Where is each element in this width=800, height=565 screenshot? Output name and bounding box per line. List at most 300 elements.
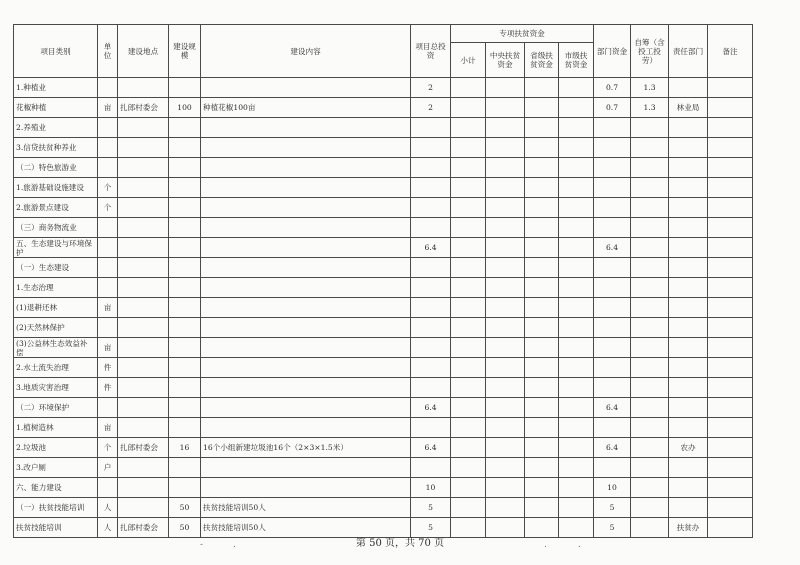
scale-cell <box>169 258 201 278</box>
self-raised-cell <box>631 498 669 518</box>
provincial-fund-cell <box>525 358 559 378</box>
responsible-cell <box>669 478 708 498</box>
remarks-cell <box>708 158 753 178</box>
responsible-cell <box>669 178 708 198</box>
category-cell: (3)公益林生态效益补偿 <box>14 338 98 358</box>
subtotal-cell <box>451 298 486 318</box>
subtotal-cell <box>451 218 486 238</box>
unit-cell <box>98 78 118 98</box>
unit-cell <box>98 118 118 138</box>
self-raised-cell <box>631 478 669 498</box>
content-cell <box>201 238 411 258</box>
scale-cell <box>169 178 201 198</box>
unit-cell <box>98 278 118 298</box>
municipal-fund-cell <box>559 158 594 178</box>
central-fund-cell <box>486 478 525 498</box>
remarks-cell <box>708 278 753 298</box>
municipal-fund-cell <box>559 78 594 98</box>
subtotal-cell <box>451 378 486 398</box>
content-cell <box>201 418 411 438</box>
subtotal-cell <box>451 278 486 298</box>
table-row <box>14 238 753 258</box>
category-cell: (2)天然林保护 <box>14 318 98 338</box>
responsible-cell <box>669 278 708 298</box>
self-raised-cell <box>631 138 669 158</box>
self-raised-cell <box>631 438 669 458</box>
municipal-fund-cell <box>559 298 594 318</box>
responsible-cell <box>669 138 708 158</box>
responsible-cell <box>669 378 708 398</box>
remarks-cell <box>708 458 753 478</box>
table-row <box>14 338 753 358</box>
responsible-cell <box>669 258 708 278</box>
dept-fund-cell: 0.7 <box>594 78 631 98</box>
municipal-fund-cell <box>559 338 594 358</box>
responsible-cell <box>669 458 708 478</box>
table-row <box>14 298 753 318</box>
self-raised-cell <box>631 318 669 338</box>
municipal-fund-cell <box>559 438 594 458</box>
self-raised-cell <box>631 338 669 358</box>
dept-fund-cell <box>594 258 631 278</box>
responsible-cell <box>669 198 708 218</box>
self-raised-cell <box>631 198 669 218</box>
dept-fund-cell <box>594 218 631 238</box>
remarks-cell <box>708 498 753 518</box>
location-cell: 扎郎村委会 <box>118 438 169 458</box>
table-row <box>14 378 753 398</box>
municipal-fund-cell <box>559 198 594 218</box>
scan-mark: - <box>200 540 204 550</box>
central-fund-cell <box>486 398 525 418</box>
dept-fund-cell <box>594 198 631 218</box>
content-cell <box>201 398 411 418</box>
dept-fund-cell <box>594 158 631 178</box>
location-cell <box>118 278 169 298</box>
self-raised-cell <box>631 278 669 298</box>
table-row <box>14 118 753 138</box>
municipal-fund-cell <box>559 258 594 278</box>
category-cell: 3.信贷扶贫种养业 <box>14 138 98 158</box>
central-fund-cell <box>486 218 525 238</box>
header-category: 项目类别 <box>14 25 98 78</box>
total-investment-cell <box>411 358 451 378</box>
central-fund-cell <box>486 458 525 478</box>
scale-cell <box>169 198 201 218</box>
total-investment-cell <box>411 338 451 358</box>
scale-cell <box>169 418 201 438</box>
category-cell: （二）环境保护 <box>14 398 98 418</box>
responsible-cell <box>669 298 708 318</box>
unit-cell: 个 <box>98 438 118 458</box>
remarks-cell <box>708 378 753 398</box>
subtotal-cell <box>451 158 486 178</box>
scale-cell <box>169 278 201 298</box>
category-cell: 2.旅游景点建设 <box>14 198 98 218</box>
category-cell: 1.植树造林 <box>14 418 98 438</box>
page-footer: 第 50 页，共 70 页 <box>355 538 445 549</box>
subtotal-cell <box>451 418 486 438</box>
location-cell <box>118 358 169 378</box>
municipal-fund-cell <box>559 278 594 298</box>
dept-fund-cell: 5 <box>594 498 631 518</box>
scale-cell <box>169 398 201 418</box>
header-provincial-fund: 省级扶贫资金 <box>525 43 559 78</box>
unit-cell: 户 <box>98 458 118 478</box>
provincial-fund-cell <box>525 478 559 498</box>
unit-cell: 个 <box>98 198 118 218</box>
dept-fund-cell <box>594 358 631 378</box>
header-special-fund: 专项扶贫资金 <box>451 25 594 43</box>
table-row <box>14 358 753 378</box>
self-raised-cell <box>631 378 669 398</box>
category-cell: (1)退耕还林 <box>14 298 98 318</box>
table-row <box>14 458 753 478</box>
table-row <box>14 98 753 118</box>
responsible-cell <box>669 218 708 238</box>
responsible-cell: 农办 <box>669 438 708 458</box>
remarks-cell <box>708 398 753 418</box>
dept-fund-cell <box>594 298 631 318</box>
remarks-cell <box>708 198 753 218</box>
category-cell: 花椒种植 <box>14 98 98 118</box>
remarks-cell <box>708 78 753 98</box>
content-cell <box>201 458 411 478</box>
total-investment-cell <box>411 138 451 158</box>
content-cell <box>201 278 411 298</box>
location-cell <box>118 298 169 318</box>
municipal-fund-cell <box>559 458 594 478</box>
category-cell: 3.地质灾害治理 <box>14 378 98 398</box>
table-row <box>14 318 753 338</box>
central-fund-cell <box>486 258 525 278</box>
total-investment-cell <box>411 118 451 138</box>
unit-cell <box>98 258 118 278</box>
header-content: 建设内容 <box>201 25 411 78</box>
scale-cell <box>169 338 201 358</box>
provincial-fund-cell <box>525 398 559 418</box>
responsible-cell: 扶贫办 <box>669 518 708 538</box>
header-dept-fund: 部门资金 <box>594 25 631 78</box>
subtotal-cell <box>451 498 486 518</box>
remarks-cell <box>708 358 753 378</box>
content-cell <box>201 298 411 318</box>
unit-cell <box>98 238 118 258</box>
municipal-fund-cell <box>559 358 594 378</box>
subtotal-cell <box>451 338 486 358</box>
table-row <box>14 498 753 518</box>
category-cell: 1.旅游基础设施建设 <box>14 178 98 198</box>
total-investment-cell: 6.4 <box>411 238 451 258</box>
table-row <box>14 158 753 178</box>
municipal-fund-cell <box>559 218 594 238</box>
responsible-cell <box>669 318 708 338</box>
provincial-fund-cell <box>525 378 559 398</box>
content-cell <box>201 158 411 178</box>
unit-cell <box>98 318 118 338</box>
unit-cell <box>98 398 118 418</box>
central-fund-cell <box>486 238 525 258</box>
central-fund-cell <box>486 418 525 438</box>
dept-fund-cell <box>594 138 631 158</box>
self-raised-cell <box>631 358 669 378</box>
total-investment-cell: 6.4 <box>411 398 451 418</box>
subtotal-cell <box>451 238 486 258</box>
location-cell: 扎郎村委会 <box>118 518 169 538</box>
subtotal-cell <box>451 398 486 418</box>
category-cell: （一）生态建设 <box>14 258 98 278</box>
content-cell <box>201 118 411 138</box>
unit-cell <box>98 478 118 498</box>
self-raised-cell <box>631 178 669 198</box>
subtotal-cell <box>451 458 486 478</box>
subtotal-cell <box>451 178 486 198</box>
municipal-fund-cell <box>559 418 594 438</box>
responsible-cell: 林业局 <box>669 98 708 118</box>
dept-fund-cell <box>594 278 631 298</box>
scale-cell: 100 <box>169 98 201 118</box>
unit-cell: 件 <box>98 378 118 398</box>
location-cell <box>118 258 169 278</box>
category-cell: 五、生态建设与环境保护 <box>14 238 98 258</box>
total-investment-cell <box>411 458 451 478</box>
table-row <box>14 278 753 298</box>
remarks-cell <box>708 438 753 458</box>
central-fund-cell <box>486 158 525 178</box>
subtotal-cell <box>451 118 486 138</box>
header-location: 建设地点 <box>118 25 169 78</box>
content-cell: 16个小组新建垃圾池16个（2×3×1.5米） <box>201 438 411 458</box>
dept-fund-cell <box>594 338 631 358</box>
location-cell <box>118 178 169 198</box>
total-investment-cell <box>411 298 451 318</box>
scale-cell <box>169 458 201 478</box>
table-row <box>14 218 753 238</box>
municipal-fund-cell <box>559 138 594 158</box>
table-row <box>14 258 753 278</box>
location-cell <box>118 338 169 358</box>
total-investment-cell <box>411 178 451 198</box>
self-raised-cell <box>631 238 669 258</box>
scale-cell: 50 <box>169 498 201 518</box>
header-central-fund: 中央扶贫资金 <box>486 43 525 78</box>
header-total-investment: 项目总投资 <box>411 25 451 78</box>
unit-cell: 亩 <box>98 298 118 318</box>
total-investment-cell: 5 <box>411 518 451 538</box>
content-cell: 扶贫技能培训50人 <box>201 498 411 518</box>
table-row <box>14 78 753 98</box>
provincial-fund-cell <box>525 438 559 458</box>
responsible-cell <box>669 238 708 258</box>
table-row <box>14 418 753 438</box>
remarks-cell <box>708 238 753 258</box>
unit-cell: 件 <box>98 358 118 378</box>
provincial-fund-cell <box>525 78 559 98</box>
scale-cell <box>169 118 201 138</box>
total-investment-cell <box>411 318 451 338</box>
provincial-fund-cell <box>525 118 559 138</box>
dept-fund-cell: 6.4 <box>594 438 631 458</box>
scale-cell <box>169 218 201 238</box>
scale-cell <box>169 138 201 158</box>
scale-cell: 16 <box>169 438 201 458</box>
category-cell: 2.垃圾池 <box>14 438 98 458</box>
provincial-fund-cell <box>525 418 559 438</box>
total-investment-cell: 2 <box>411 98 451 118</box>
municipal-fund-cell <box>559 98 594 118</box>
scale-cell <box>169 78 201 98</box>
municipal-fund-cell <box>559 478 594 498</box>
municipal-fund-cell <box>559 498 594 518</box>
unit-cell: 亩 <box>98 418 118 438</box>
responsible-cell <box>669 78 708 98</box>
subtotal-cell <box>451 318 486 338</box>
dept-fund-cell <box>594 458 631 478</box>
table-row <box>14 438 753 458</box>
content-cell <box>201 378 411 398</box>
scale-cell <box>169 238 201 258</box>
subtotal-cell <box>451 78 486 98</box>
content-cell: 种植花椒100亩 <box>201 98 411 118</box>
provincial-fund-cell <box>525 158 559 178</box>
location-cell <box>118 498 169 518</box>
responsible-cell <box>669 498 708 518</box>
central-fund-cell <box>486 378 525 398</box>
table-row <box>14 178 753 198</box>
scale-cell <box>169 298 201 318</box>
central-fund-cell <box>486 338 525 358</box>
remarks-cell <box>708 258 753 278</box>
unit-cell: 人 <box>98 498 118 518</box>
content-cell <box>201 478 411 498</box>
self-raised-cell <box>631 158 669 178</box>
remarks-cell <box>708 318 753 338</box>
scan-mark: . <box>578 540 581 550</box>
subtotal-cell <box>451 138 486 158</box>
category-cell: 2.养殖业 <box>14 118 98 138</box>
unit-cell <box>98 138 118 158</box>
central-fund-cell <box>486 78 525 98</box>
scale-cell <box>169 478 201 498</box>
content-cell <box>201 178 411 198</box>
responsible-cell <box>669 398 708 418</box>
category-cell: 1.种植业 <box>14 78 98 98</box>
total-investment-cell <box>411 418 451 438</box>
central-fund-cell <box>486 118 525 138</box>
category-cell: 1.生态治理 <box>14 278 98 298</box>
category-cell: 3.改户厕 <box>14 458 98 478</box>
dept-fund-cell: 10 <box>594 478 631 498</box>
category-cell: 2.水土流失治理 <box>14 358 98 378</box>
location-cell <box>118 218 169 238</box>
total-investment-cell <box>411 218 451 238</box>
provincial-fund-cell <box>525 258 559 278</box>
self-raised-cell: 1.3 <box>631 98 669 118</box>
dept-fund-cell: 5 <box>594 518 631 538</box>
dept-fund-cell <box>594 378 631 398</box>
unit-cell <box>98 218 118 238</box>
content-cell <box>201 198 411 218</box>
provincial-fund-cell <box>525 338 559 358</box>
header-remarks: 备注 <box>708 25 753 78</box>
remarks-cell <box>708 178 753 198</box>
location-cell <box>118 458 169 478</box>
dept-fund-cell <box>594 418 631 438</box>
subtotal-cell <box>451 438 486 458</box>
central-fund-cell <box>486 498 525 518</box>
content-cell: 扶贫技能培训50人 <box>201 518 411 538</box>
content-cell <box>201 338 411 358</box>
total-investment-cell <box>411 198 451 218</box>
subtotal-cell <box>451 198 486 218</box>
provincial-fund-cell <box>525 318 559 338</box>
provincial-fund-cell <box>525 138 559 158</box>
table-row <box>14 138 753 158</box>
total-investment-cell <box>411 258 451 278</box>
municipal-fund-cell <box>559 378 594 398</box>
header-responsible: 责任部门 <box>669 25 708 78</box>
total-investment-cell <box>411 158 451 178</box>
remarks-cell <box>708 418 753 438</box>
remarks-cell <box>708 118 753 138</box>
dept-fund-cell <box>594 318 631 338</box>
central-fund-cell <box>486 98 525 118</box>
category-cell: 扶贫技能培训 <box>14 518 98 538</box>
provincial-fund-cell <box>525 218 559 238</box>
self-raised-cell <box>631 258 669 278</box>
location-cell <box>118 378 169 398</box>
table-row <box>14 478 753 498</box>
subtotal-cell <box>451 98 486 118</box>
provincial-fund-cell <box>525 498 559 518</box>
table-row <box>14 398 753 418</box>
unit-cell <box>98 158 118 178</box>
municipal-fund-cell <box>559 118 594 138</box>
location-cell <box>118 158 169 178</box>
scan-mark: . <box>233 540 236 550</box>
remarks-cell <box>708 478 753 498</box>
content-cell <box>201 138 411 158</box>
dept-fund-cell <box>594 118 631 138</box>
table-body <box>14 78 753 538</box>
location-cell <box>118 318 169 338</box>
header-unit: 单位 <box>98 25 118 78</box>
scale-cell: 50 <box>169 518 201 538</box>
category-cell: （二）特色旅游业 <box>14 158 98 178</box>
self-raised-cell <box>631 118 669 138</box>
location-cell: 扎郎村委会 <box>118 98 169 118</box>
subtotal-cell <box>451 478 486 498</box>
unit-cell: 亩 <box>98 98 118 118</box>
provincial-fund-cell <box>525 298 559 318</box>
self-raised-cell <box>631 458 669 478</box>
unit-cell: 人 <box>98 518 118 538</box>
dept-fund-cell: 6.4 <box>594 238 631 258</box>
provincial-fund-cell <box>525 198 559 218</box>
content-cell <box>201 78 411 98</box>
scale-cell <box>169 358 201 378</box>
unit-cell: 个 <box>98 178 118 198</box>
central-fund-cell <box>486 358 525 378</box>
total-investment-cell <box>411 378 451 398</box>
dept-fund-cell <box>594 178 631 198</box>
remarks-cell <box>708 298 753 318</box>
location-cell <box>118 238 169 258</box>
subtotal-cell <box>451 358 486 378</box>
project-table <box>13 24 753 538</box>
total-investment-cell: 2 <box>411 78 451 98</box>
content-cell <box>201 258 411 278</box>
